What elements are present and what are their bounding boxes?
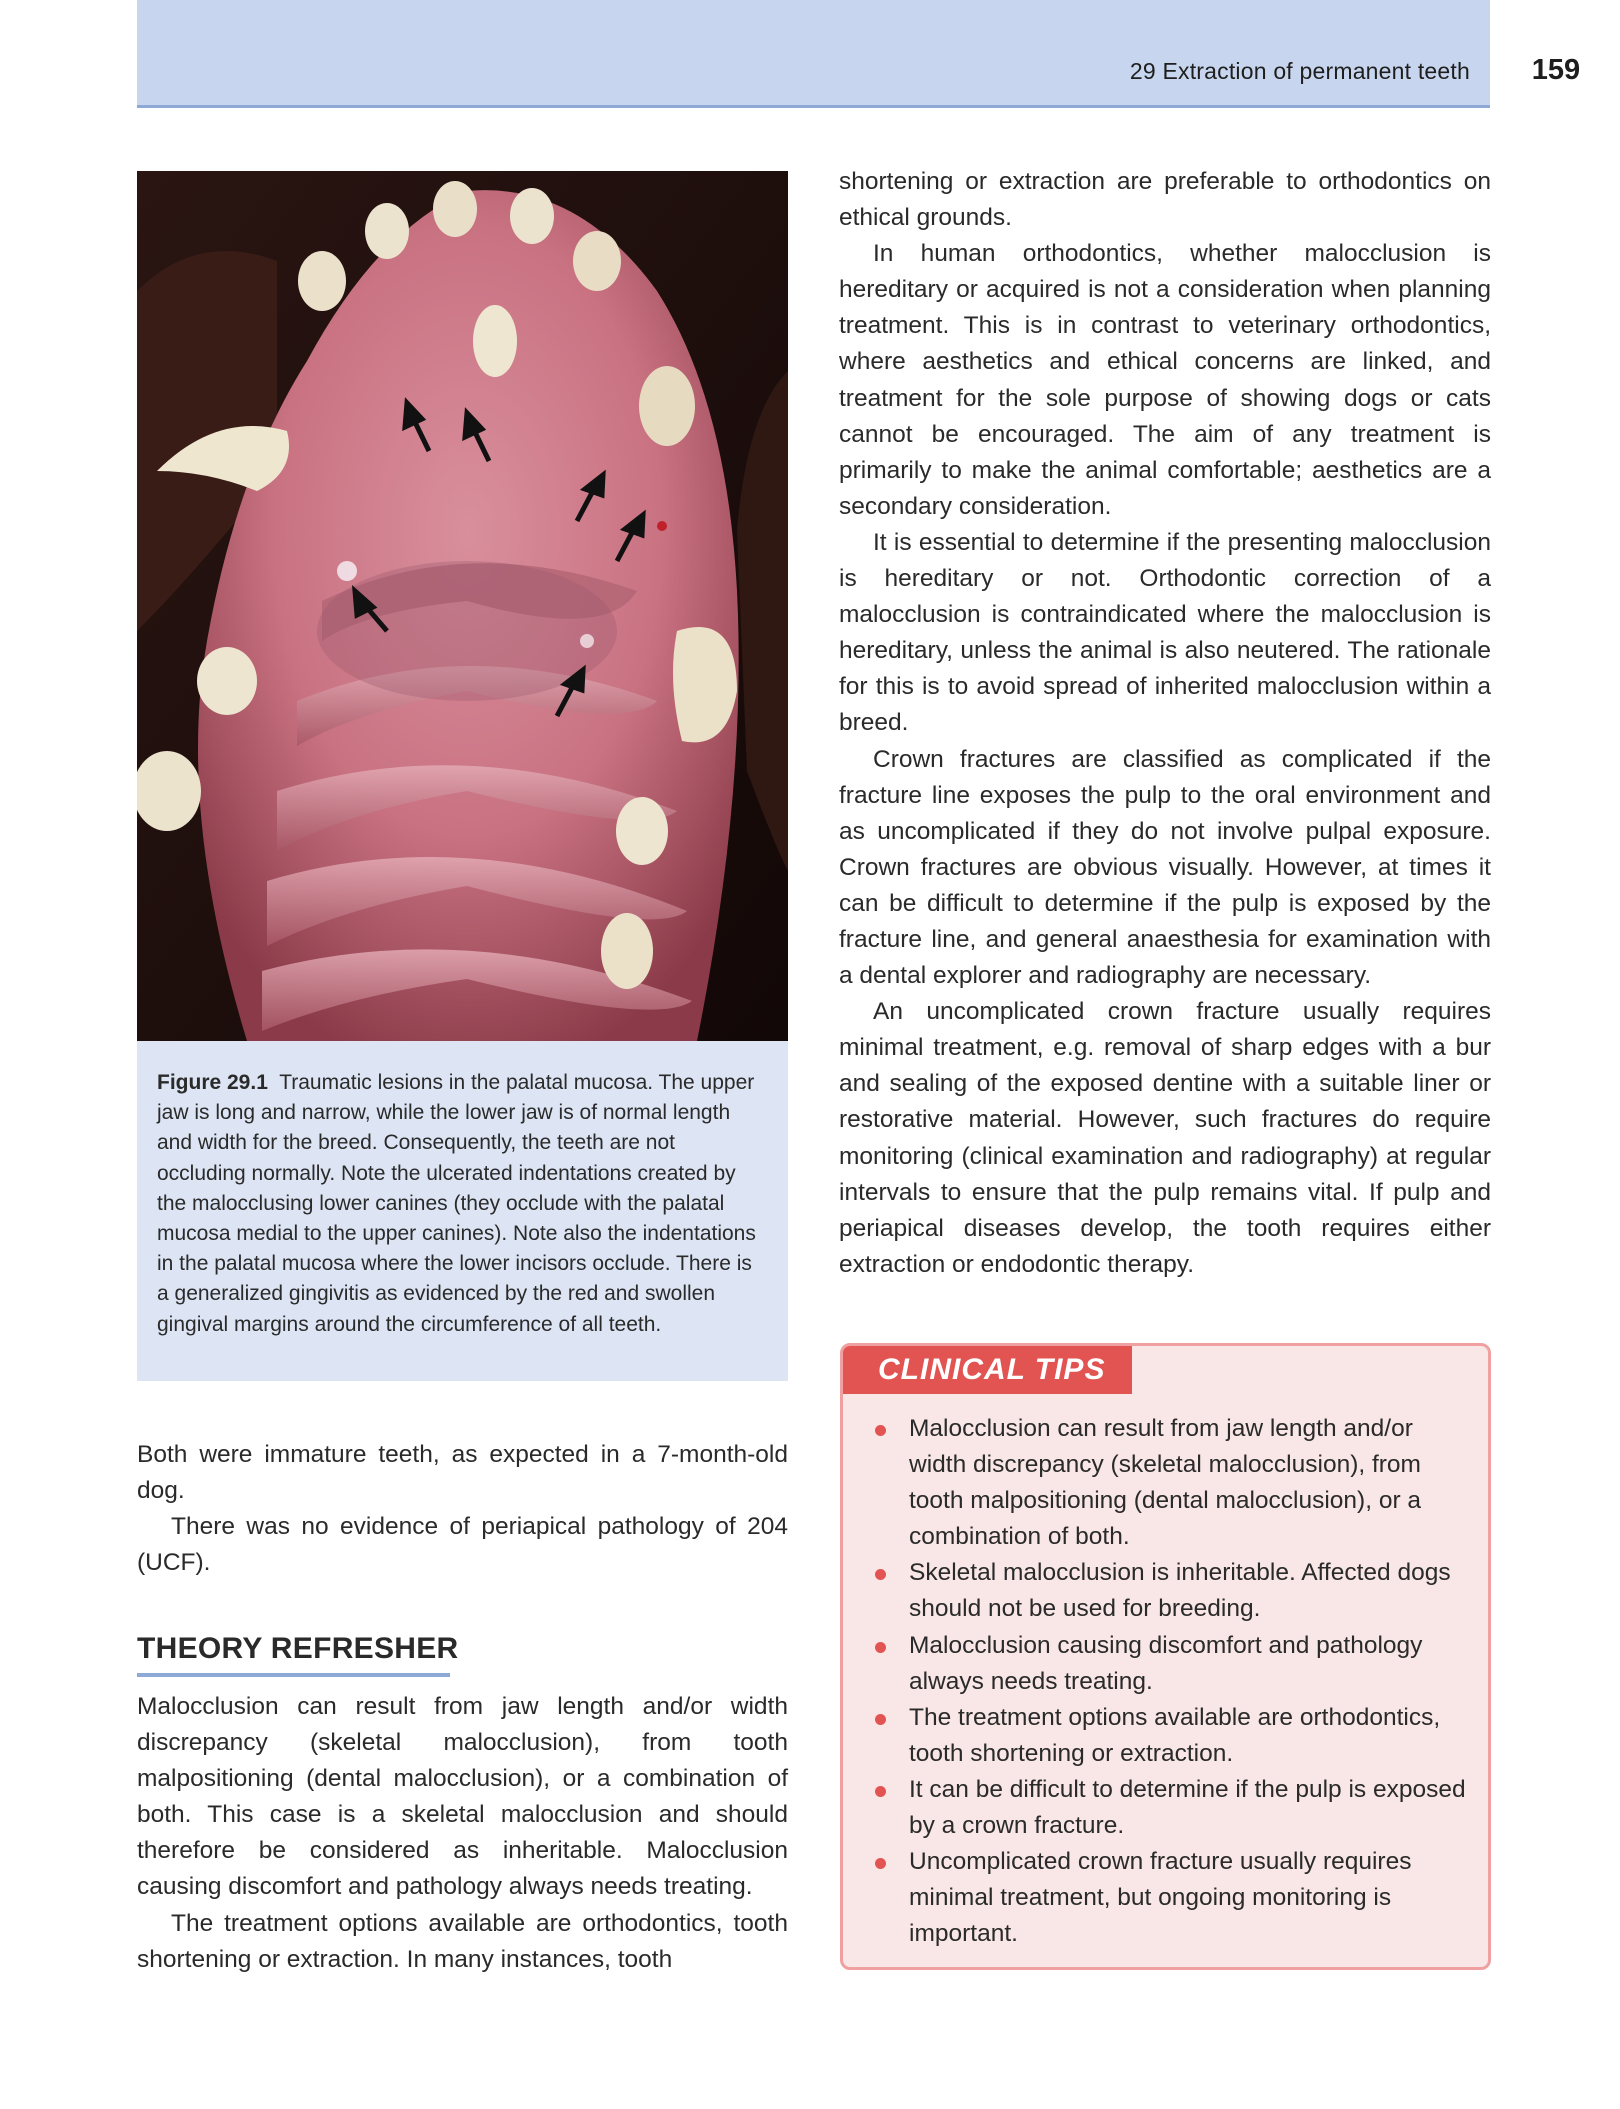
tip-text: Malocclusion can result from jaw length and/or width discrepancy (skeletal malocclusion), from tooth malpositioning (dental malocclusion), or a combination of both. [909,1415,1422,1551]
body-paragraph: Malocclusion can result from jaw length and/or width discrepancy (skeletal malocclusion), from tooth malpositioning (dental malocclusion), or a combination of both. This case is a skeletal malocclusion and should therefore be considered as inheritable. Malocclusion causing discomfort and pathology always needs treating. [137,1693,788,1901]
figure-caption-text: Traumatic lesions in the palatal mucosa. The upper jaw is long and narrow, while the lower jaw is of normal length and width for the breed. Consequently, the teeth are not occluding normally. Note the ulcerated indentations created by the malocclusing lower canines (they occlude with the palatal mucosa medial to the upper canines). Note also the indentations in the palatal mucosa where the lower incisors occlude. There is a generalized gingivitis as evidenced by the red and swollen gingival margins around the circumference of all teeth. [157,1071,756,1336]
bullet-icon [875,1642,886,1653]
body-paragraph: An uncomplicated crown fracture usually requires minimal treatment, e.g. removal of sharp edges with a bur and sealing of the exposed dentine with a suitable liner or restorative material. However, such fractures do require monitoring (clinical examination and radiography) at regular intervals to ensure that the pulp remains vital. If pulp and periapical diseases develop, the tooth requires either extraction or endodontic therapy. [839,998,1491,1278]
bullet-icon [875,1858,886,1869]
bullet-icon [875,1569,886,1580]
right-column [839,164,1491,1283]
bullet-icon [875,1425,886,1436]
figure-caption-box [137,1041,788,1381]
header-band [137,0,1490,108]
list-item [909,1411,1469,1555]
palate-illustration [137,171,788,1041]
section-heading-rule [137,1673,450,1677]
body-paragraph: In human orthodontics, whether malocclusion is hereditary or acquired is not a consideration when planning treatment. This is in contrast to veterinary orthodontics, where aesthetics and ethical concerns are linked, and treatment for the sole purpose of showing dogs or cats cannot be encouraged. The aim of any treatment is primarily to make the animal comfortable; aesthetics are a secondary consideration. [839,240,1491,520]
clinical-tips-title: CLINICAL TIPS [878,1353,1106,1386]
body-paragraph: The treatment options available are orthodontics, tooth shortening or extraction. In many instances, tooth [137,1909,788,1973]
body-paragraph: It is essential to determine if the presenting malocclusion is hereditary or not. Orthodontic correction of a malocclusion is contraindicated where the malocclusion is hereditary, unless the animal is also neutered. The rationale for this is to avoid spread of inherited malocclusion within a breed. [839,528,1491,737]
tip-text: The treatment options available are orthodontics, tooth shortening or extraction. [909,1703,1441,1767]
list-item [909,1700,1469,1772]
figure-caption [157,1068,768,1340]
figure-photo [137,171,788,1041]
body-paragraph: Both were immature teeth, as expected in a 7-month-old dog. [137,1441,788,1505]
figure-label: Figure 29.1 [157,1071,268,1094]
body-paragraph: shortening or extraction are preferable to orthodontics on ethical grounds. [839,168,1491,232]
page-number: 159 [1531,54,1581,86]
list-item [909,1772,1469,1844]
left-column-lower [137,1689,788,1978]
list-item [909,1555,1469,1627]
clinical-tips-list [909,1411,1469,1952]
tip-text: Malocclusion causing discomfort and pathology always needs treating. [909,1631,1423,1695]
section-heading: THEORY REFRESHER [137,1632,459,1665]
tip-text: It can be difficult to determine if the pulp is exposed by a crown fracture. [909,1775,1466,1840]
clinical-tips-box [840,1343,1491,1970]
tip-text: Skeletal malocclusion is inheritable. Affected dogs should not be used for breeding. [909,1559,1451,1623]
list-item [909,1628,1469,1700]
bullet-icon [875,1786,886,1797]
body-paragraph: There was no evidence of periapical pathology of 204 (UCF). [137,1513,788,1577]
body-paragraph: Crown fractures are classified as complicated if the fracture line exposes the pulp to the oral environment and as uncomplicated if they do not involve pulpal exposure. Crown fractures are obvious visually. However, at times it can be difficult to determine if the pulp is exposed by the fracture line, and general anaesthesia for examination with a dental explorer and radiography are necessary. [839,745,1491,990]
running-head: 29 Extraction of permanent teeth [1129,58,1470,84]
list-item [909,1844,1469,1952]
left-column-upper [137,1437,788,1581]
tip-text: Uncomplicated crown fracture usually requires minimal treatment, but ongoing monitoring is important. [909,1848,1412,1948]
bullet-icon [875,1714,886,1725]
